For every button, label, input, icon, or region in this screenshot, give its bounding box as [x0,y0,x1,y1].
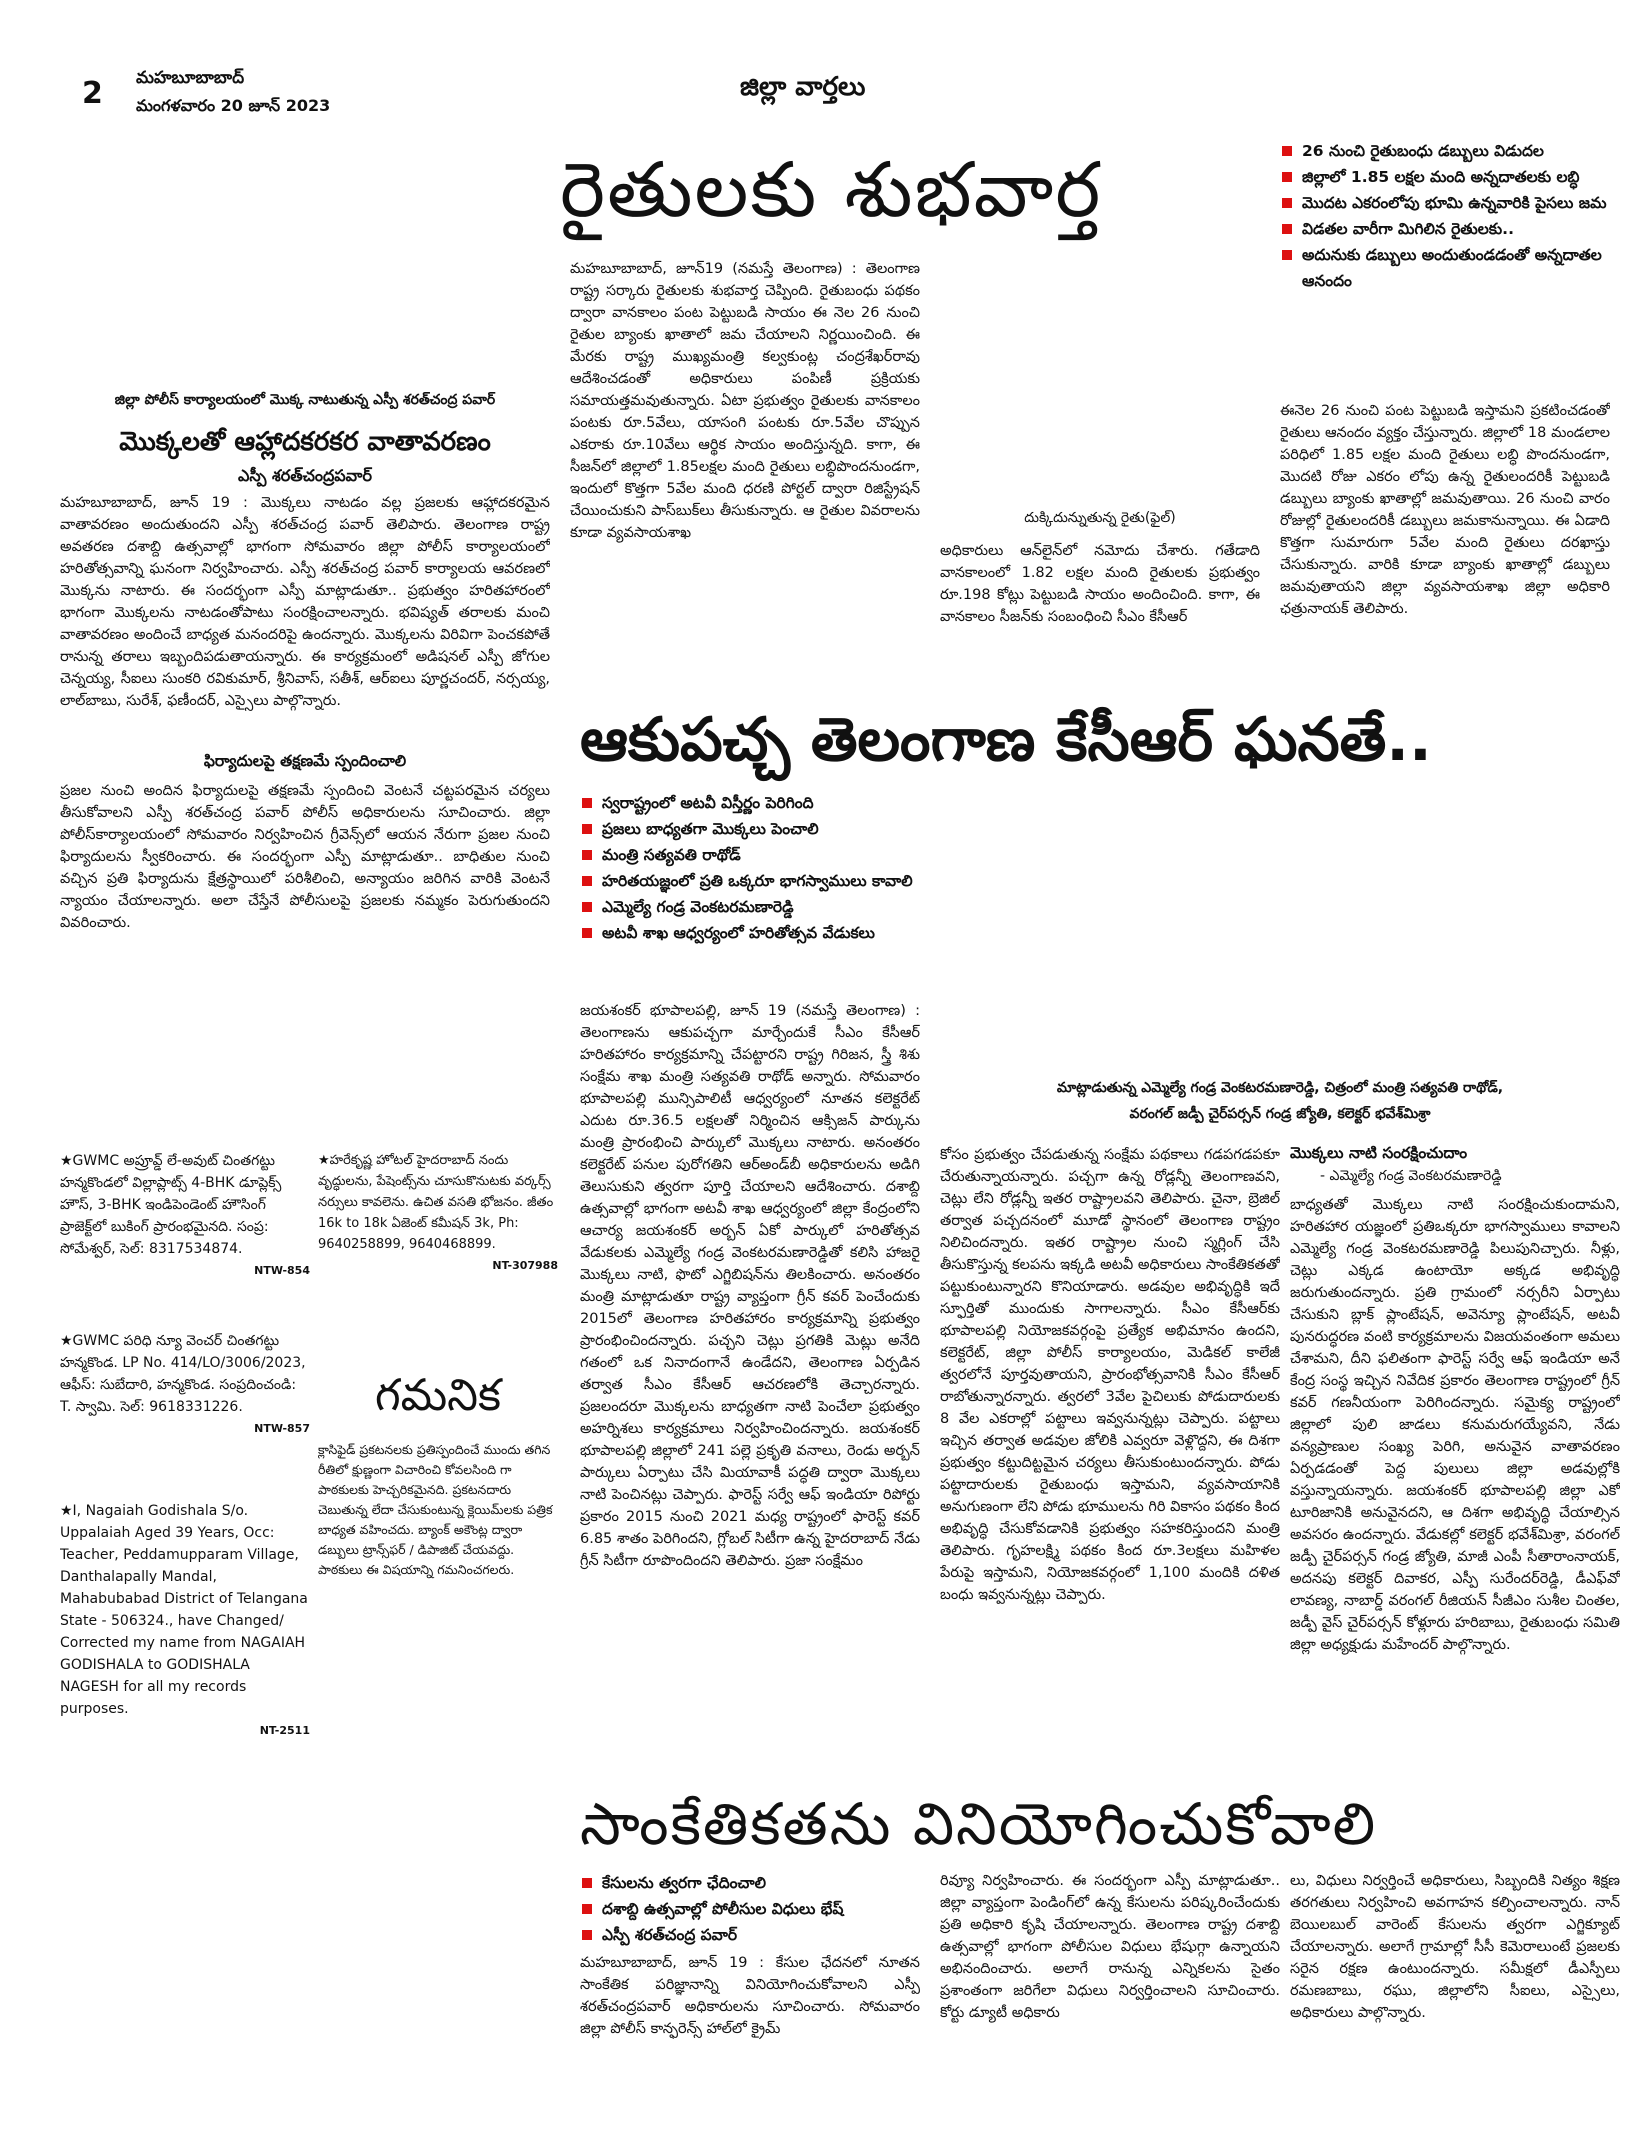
story4-bullet: దశాబ్ది ఉత్సవాల్లో పోలీసుల విధులు భేష్ [580,1896,920,1922]
classified-ad [60,1150,310,1310]
classified-text: ★GWMC అప్రూవ్డ్ లే-అవుట్ చింతగట్టు హన్మకొండలో విల్లాప్లాట్స్ 4-BHK డూప్లెక్స్ హౌస్, 3-BHK ఇండిపెండెంట్ హౌసింగ్ ప్రాజెక్ట్‌లో బుకింగ్ ప్రారంభమైనది. సంప్ర: సోమేశ్వర్, సెల్: 8317534874. [60,1153,282,1257]
story3-photo-caption-2: వరంగల్ జడ్పీ చైర్‌పర్సన్ గండ్ర జ్యోతి, కలెక్టర్ భవేశ్‌మిశ్రా [1129,1106,1431,1122]
story2-photo-caption: జిల్లా పోలీస్ కార్యాలయంలో మొక్క నాటుతున్న ఎస్పీ శరత్‌చంద్ర పవార్ [114,392,496,408]
story3-bullet: హరితయజ్ఞంలో ప్రతి ఒక్కరూ భాగస్వాములు కావాలి [580,868,940,894]
story4-body-2: రివ్యూ నిర్వహించారు. ఈ సందర్భంగా ఎస్పీ మాట్లాడుతూ.. జిల్లా వ్యాప్తంగా పెండింగ్‌లో ఉన్న కేసులను పరిష్కరించేందుకు ప్రతి అధికారి కృషి చేయాలన్నారు. తెలంగాణ రాష్ట్ర దశాబ్ది ఉత్సవాల్లో భాగంగా పోలీసుల విధులు భేషుగ్గా ఉన్నాయని అభినందించారు. అలాగే రానున్న ఎన్నికలను సైతం ప్రశాంతంగా జరిగేలా విధులు నిర్వర్తించాలని సూచించారు. కోర్టు డ్యూటీ అధికారు [940,1873,1280,2021]
classified-code: NTW-854 [254,1264,310,1277]
story3-subhead-by: - ఎమ్మెల్యే గండ్ర వెంకటరమణారెడ్డి [1320,1168,1502,1184]
story3-bullet: ఎమ్మెల్యే గండ్ర వెంకటరమణారెడ్డి [580,894,940,920]
story1-bullet: మొదట ఎకరంలోపు భూమి ఉన్నవారికి పైసలు జమ [1280,190,1610,216]
story4-bullet: ఎస్పీ శరత్‌చంద్ర పవార్ [580,1922,920,1948]
story3-body-3: బాధ్యతతో మొక్కలు నాటి సంరక్షించుకుందామని, హరితహార యజ్ఞంలో ప్రతిఒక్కరూ భాగస్వాములు కావాలని ఎమ్మెల్యే గండ్ర వెంకటరమణారెడ్డి పిలుపునిచ్చారు. నీళ్లు, చెట్లు ఎక్కడ ఉంటాయో అక్కడ అభివృద్ధి జరుగుతుందన్నారు. ప్రతి గ్రామంలో నర్సరీని ఏర్పాటు చేసుకుని బ్లాక్ ప్లాంటేషన్, అవెన్యూ ప్లాంటేషన్, అటవీ పునరుద్ధరణ వంటి కార్యక్రమాలను విజయవంతంగా అమలు చేశామని, దీని ఫలితంగా ఫారెస్ట్ సర్వే ఆఫ్ ఇండియా అనే కేంద్ర సంస్థ ఇచ్చిన నివేదిక ప్రకారం తెలంగాణ రాష్ట్రంలో గ్రీన్ కవర్ గణనీయంగా పెరిగిందన్నారు. సమైక్య రాష్ట్రంలో జిల్లాలో పులి జాడలు కనుమరుగయ్యేవని, నేడు వన్యప్రాణుల సంఖ్య పెరిగి, అనువైన వాతావరణం ఏర్పడడంతో పెద్ద పులులు జిల్లా అడవుల్లోకి వస్తున్నాయన్నారు. జయశంకర్ భూపాలపల్లి జిల్లా ఎకో టూరిజానికి అనువైనదని, ఆ దిశగా అభివృద్ధి చేయాల్సిన అవసరం ఉందన్నారు. వేడుకల్లో కలెక్టర్ భవేశ్‌మిశ్రా, వరంగల్ జడ్పీ చైర్‌పర్సన్ గండ్ర జ్యోతి, మాజీ ఎంపీ సీతారాంనాయక్, అదనపు కలెక్టర్ దివాకర, ఎస్పీ సురేందర్‌రెడ్డి, డీఎఫ్‌వో లావణ్య, నాబార్డ్ వరంగల్ రీజియన్ సీజీఎం సుశీల చింతల, జడ్పీ వైస్ చైర్‌పర్సన్ కోళ్లూరు హరిబాబు, రైతుబంధు సమితి జిల్లా అధ్యక్షుడు మహేందర్ పాల్గొన్నారు. [1290,1197,1620,1653]
story3-bullet: స్వరాష్ట్రంలో అటవీ విస్తీర్ణం పెరిగింది [580,790,940,816]
masthead-date: మంగళవారం 20 జూన్ 2023 [136,96,331,115]
masthead-place: మహబూబాబాద్ [136,68,245,88]
story3-bullets [580,790,940,946]
page-number: 2 [82,76,103,111]
story1-headline: రైతులకు శుభవార్త [560,145,1103,234]
story4-bullets [580,1870,920,1948]
story4-body-3: లు, విధులు నిర్వర్తించే అధికారులు, సిబ్బందికి నిత్యం శిక్షణ తరగతులు నిర్వహించి అవగాహన కల్పించాలన్నారు. నాన్ బెయిలబుల్ వారెంట్ కేసులను త్వరగా ఎగ్జిక్యూట్ చేయాలన్నారు. అలాగే గ్రామాల్లో సీసీ కెమెరాలుంటే ప్రజలకు సరైన రక్షణ ఉంటుందన్నారు. సమీక్షలో డీఎస్పీలు రమణబాబు, రఘు, జిల్లాలోని సీఐలు, ఎస్సైలు, అధికారులు పాల్గొన్నారు. [1290,1873,1620,2021]
story1-bullet: విడతల వారీగా మిగిలిన రైతులకు.. [1280,216,1610,242]
story3-photo-caption-1: మాట్లాడుతున్న ఎమ్మెల్యే గండ్ర వెంకటరమణారెడ్డి, చిత్రంలో మంత్రి సత్యవతి రాథోడ్, [1056,1080,1504,1096]
story3-headline: ఆకుపచ్చ తెలంగాణ కేసీఆర్ ఘనతే.. [580,705,1432,775]
story1-bullets [1280,138,1610,294]
story3-bullet: మంత్రి సత్యవతి రాథోడ్ [580,842,940,868]
notice-title: గమనిక [374,1370,502,1421]
story1-bullet: జిల్లాలో 1.85 లక్షల మంది అన్నదాతలకు లబ్ధి [1280,164,1610,190]
story4-headline: సాంకేతికతను వినియోగించుకోవాలి [580,1790,1378,1858]
story3-body-2: కోసం ప్రభుత్వం చేపడుతున్న సంక్షేమ పథకాలు గడపగడపకూ చేరుతున్నాయన్నారు. పచ్చగా ఉన్న రోడ్లన్నీ తెలంగాణవని, చెట్లు లేని రోడ్లన్నీ ఇతర రాష్ట్రాలవని తెలిపారు. చైనా, బ్రెజిల్ తర్వాత పచ్చదనంలో మూడో స్థానంలో తెలంగాణ రాష్ట్రం నిలిచిందన్నారు. ఇతర రాష్ట్రాల నుంచి స్మగ్లింగ్ చేసి తీసుకొస్తున్న కలపను ఇక్కడి అటవీ అధికారులు సాంకేతికతతో పట్టుకుంటున్నారని కొనియాడారు. అడవుల అభివృద్ధికి ఇదే స్ఫూర్తితో ముందుకు సాగాలన్నారు. సీఎం కేసీఆర్‌కు భూపాలపల్లి నియోజకవర్గంపై ప్రత్యేక అభిమానం ఉందని, కలెక్టరేట్, జిల్లా పోలీస్ కార్యాలయం, మెడికల్ కాలేజీ త్వరలోనే పూర్తవుతాయని, ప్రారంభోత్సవానికి సీఎం కేసీఆర్ రాబోతున్నారన్నారు. త్వరలో 3వేల పైచిలుకు పోడుదారులకు 8 వేల ఎకరాల్లో పట్టాలు ఇవ్వనున్నట్లు చెప్పారు. పట్టాలు ఇచ్చిన తర్వాత అడవుల జోలికి ఎవ్వరూ వెళ్లొద్దని, ఈ దిశగా ప్రభుత్వం కట్టుదిట్టమైన చర్యలు తీసుకుంటుందన్నారు. పోడు పట్టాదారులకు రైతుబంధు ఇస్తామని, వ్యవసాయానికి అనుగుణంగా లేని పోడు భూములను గిరి వికాసం పథకం కింద అభివృద్ధి చేసుకోవడానికి ప్రభుత్వం సహకరిస్తుందని మంత్రి తెలిపారు. గృహలక్ష్మి పథకం కింద రూ.3లక్షలు మహిళల పేరుపై ఇస్తామని, నియోజకవర్గంలో 1,100 మందికి దళిత బంధు ఇవ్వనున్నట్లు చెప్పారు. [940,1147,1280,1603]
story2-body-2: ప్రజల నుంచి అందిన ఫిర్యాదులపై తక్షణమే స్పందించి వెంటనే చట్టపరమైన చర్యలు తీసుకోవాలని ఎస్పీ శరత్‌చంద్ర పవార్ పోలీస్ అధికారులను సూచించారు. జిల్లా పోలీస్‌కార్యాలయంలో సోమవారం నిర్వహించిన గ్రీవెన్స్‌లో ఆయన నేరుగా ప్రజల నుంచి ఫిర్యాదులను స్వీకరించారు. ఈ సందర్భంగా ఎస్పీ మాట్లాడుతూ.. బాధితుల నుంచి వచ్చిన ప్రతి ఫిర్యాదును క్షేత్రస్థాయిలో పరిశీలించి, అన్యాయం జరిగిన వారికి వెంటనే న్యాయం చేయాలన్నారు. అలా చేస్తేనే పోలీసులపై ప్రజలకు నమ్మకం పెరుగుతుందని వివరించారు. [60,783,550,931]
story2-byline: ఎస్పీ శరత్‌చంద్రపవార్ [238,466,372,485]
classified-code: NT-307988 [492,1259,558,1272]
story1-photo-caption: దుక్కిదున్నుతున్న రైతు(ఫైల్) [1024,510,1176,526]
story3-bullet: అటవీ శాఖ ఆధ్వర్యంలో హరితోత్సవ వేడుకలు [580,920,940,946]
classified-ad [60,1500,310,1750]
section-title: జిల్లా వార్తలు [740,72,866,102]
classified-text: ★I, Nagaiah Godishala S/o. Uppalaiah Aged 39 Years, Occ: Teacher, Peddamupparam Village, Danthalapally Mandal, Mahabubabad District of Telangana State - 506324., have Changed/ Corrected my name from NAGAIAH GODISHALA to GODISHALA NAGESH for all my records purposes. [60,1503,308,1717]
story4-bullet: కేసులను త్వరగా ఛేదించాలి [580,1870,920,1896]
classified-ad [60,1330,310,1480]
story1-body-3: ఈనెల 26 నుంచి పంట పెట్టుబడి ఇస్తామని ప్రకటించడంతో రైతులు ఆనందం వ్యక్తం చేస్తున్నారు. జిల్లాలో 18 మండలాల పరిధిలో 1.85 లక్షల మంది రైతులు లబ్ధి పొందనుండగా, మొదటి రోజు ఎకరం లోపు ఉన్న రైతులందరికీ పెట్టుబడి డబ్బులు బ్యాంకు ఖాతాల్లో జమవుతాయి. 26 నుంచి వారం రోజుల్లో రైతులందరికీ డబ్బులు జమకానున్నాయి. ఈ ఏడాది కొత్తగా సుమారుగా 5వేల మంది రైతులు దరఖాస్తు చేసుకున్నారు. వారికి కూడా బ్యాంకు ఖాతాల్లో డబ్బులు జమవుతాయని జిల్లా వ్యవసాయశాఖ జిల్లా అధికారి ఛత్రునాయక్ తెలిపారు. [1280,403,1610,617]
classified-text: ★GWMC పరిధి న్యూ వెంచర్ చింతగట్టు హన్మకొండ. LP No. 414/LO/3006/2023, ఆఫీస్: సుబేదారి, హన్మకొండ. సంప్రదించండి: T. స్వామి. సెల్: 9618331226. [60,1333,306,1415]
classified-code: NTW-857 [254,1422,310,1435]
classified-text: ★హరేకృష్ణ హోటల్ హైదరాబాద్ నందు వృద్ధులను, పేషెంట్స్‌ను చూసుకొనుటకు వర్కర్స్ నర్సులు కావలెను. ఉచిత వసతి భోజనం. జీతం 16k to 18k ఏజెంట్ కమీషన్ 3k, Ph: 9640258899, 9640468899. [318,1153,554,1252]
story1-bullet: 26 నుంచి రైతుబంధు డబ్బులు విడుదల [1280,138,1610,164]
story2-headline: మొక్కలతో ఆహ్లాదకరకర వాతావరణం [119,427,491,457]
story3-subhead: మొక్కలు నాటి సంరక్షించుదాం [1290,1144,1468,1162]
story4-body-1: మహబూబాబాద్, జూన్ 19 : కేసుల ఛేదనలో నూతన సాంకేతిక పరిజ్ఞానాన్ని వినియోగించుకోవాలని ఎస్పీ శరత్‌చంద్రపవార్ అధికారులను సూచించారు. సోమవారం జిల్లా పోలీస్ కాన్ఫరెన్స్ హాల్‌లో క్రైమ్ [580,1955,920,2037]
classified-code: NT-2511 [259,1724,310,1737]
story1-body-1: మహబూబాబాద్, జూన్19 (నమస్తే తెలంగాణ) : తెలంగాణ రాష్ట్ర సర్కారు రైతులకు శుభవార్త చెప్పింది. రైతుబంధు పథకం ద్వారా వానకాలం పంట పెట్టుబడి సాయం ఈ నెల 26 నుంచి రైతుల బ్యాంకు ఖాతాలో జమ చేయాలని నిర్ణయించింది. ఈ మేరకు రాష్ట్ర ముఖ్యమంత్రి కల్వకుంట్ల చంద్రశేఖర్‌రావు ఆదేశించడంతో అధికారులు పంపిణీ ప్రక్రియకు సమాయత్తమవుతున్నారు. ఏటా ప్రభుత్వం రైతులకు వానకాలం పంటకు రూ.5వేలు, యాసంగి పంటకు రూ.5వేల చొప్పున ఎకరాకు రూ.10వేలు ఆర్థిక సాయం అందిస్తున్నది. కాగా, ఈ సీజన్‌లో జిల్లాలో 1.85లక్షల మంది రైతులు లబ్ధిపొందనుండగా, ఇందులో కొత్తగా 5వేల మంది ధరణి పోర్టల్ ద్వారా రిజిస్ట్రేషన్ చేయించుకుని పాస్‌బుక్‌లు తీసుకున్నారు. ఆ రైతుల వివరాలను కూడా వ్యవసాయశాఖ [570,261,920,541]
notice-text: క్లాసిఫైడ్ ప్రకటనలకు ప్రతిస్పందించే ముందు తగిన రీతిలో క్షుణ్ణంగా విచారించి కోవలసింది గా పాఠకులకు హెచ్చరికమైనది. ప్రకటనదారు చెబుతున్న లేదా చేసుకుంటున్న క్లెయిమ్‌లకు పత్రిక బాధ్యత వహించదు. బ్యాంక్ అకౌంట్ల ద్వారా డబ్బులు ట్రాన్స్‌ఫర్ / డిపాజిట్ చేయవద్దు. పాఠకులు ఈ విషయాన్ని గమనించగలరు. [318,1442,553,1577]
story1-bullet: అదునుకు డబ్బులు అందుతుండడంతో అన్నదాతల ఆనందం [1280,242,1610,294]
story2-subhead: ఫిర్యాదులపై తక్షణమే స్పందించాలి [203,752,407,770]
story3-bullet: ప్రజలు బాధ్యతగా మొక్కలు పెంచాలి [580,816,940,842]
story2-body-1: మహబూబాబాద్, జూన్ 19 : మొక్కలు నాటడం వల్ల ప్రజలకు ఆహ్లాదకరమైన వాతావరణం అందుతుందని ఎస్పీ శరత్‌చంద్ర పవార్ తెలిపారు. తెలంగాణ రాష్ట్ర అవతరణ దశాబ్ది ఉత్సవాల్లో భాగంగా సోమవారం జిల్లా పోలీస్ కార్యాలయంలో హరితోత్సవాన్ని ఘనంగా నిర్వహించారు. ఎస్పీ శరత్‌చంద్ర పవార్ కార్యాలయ ఆవరణలో మొక్కను నాటారు. ఈ సందర్భంగా ఎస్పీ మాట్లాడుతూ.. ప్రభుత్వం హరితహారంలో భాగంగా మొక్కలను నాటడంతోపాటు సంరక్షించాలన్నారు. భవిష్యత్ తరాలకు మంచి వాతావరణం అందించే బాధ్యత మనందరిపై ఉందన్నారు. మొక్కలను విరివిగా పెంచకపోతే రానున్న తరాలు ఇబ్బందిపడుతాయన్నారు. ఈ కార్యక్రమంలో అడిషనల్ ఎస్పీ జోగుల చెన్నయ్య, సీఐలు సుంకరి రవికుమార్, శ్రీనివాస్, సతీశ్, ఆర్‌ఐలు పూర్ణచందర్, నర్సయ్య, లాల్‌బాబు, సురేశ్, ఫణీందర్, ఎస్సైలు పాల్గొన్నారు. [60,495,550,709]
story1-body-2: అధికారులు ఆన్‌లైన్‌లో నమోదు చేశారు. గతేడాది వానకాలంలో 1.82 లక్షల మంది రైతులకు ప్రభుత్వం రూ.198 కోట్లు పెట్టుబడి సాయం అందించింది. కాగా, ఈ వానకాలం సీజన్‌కు సంబంధించి సీఎం కేసీఆర్ [940,543,1260,625]
classified-ad [318,1150,558,1350]
story3-body-1: జయశంకర్ భూపాలపల్లి, జూన్ 19 (నమస్తే తెలంగాణ) : తెలంగాణను ఆకుపచ్చగా మార్చేందుకే సీఎం కేసీఆర్ హరితహారం కార్యక్రమాన్ని చేపట్టారని రాష్ట్ర గిరిజన, స్త్రీ శిశు సంక్షేమ శాఖ మంత్రి సత్యవతి రాథోడ్ అన్నారు. సోమవారం భూపాలపల్లి మున్సిపాలిటీ ఆధ్వర్యంలో నూతన కలెక్టరేట్ ఎదుట రూ.36.5 లక్షలతో నిర్మించిన ఆక్సిజన్ పార్కును మంత్రి ప్రారంభించి పార్కులో మొక్కలు నాటారు. అనంతరం కలెక్టరేట్ పనుల పురోగతిని ఆర్‌అండ్‌బీ అధికారులను అడిగి తెలుసుకుని త్వరగా పూర్తి చేయాలని ఆదేశించారు. దశాబ్ది ఉత్సవాల్లో భాగంగా అటవీ శాఖ ఆధ్వర్యంలో జిల్లా కేంద్రంలోని ఆచార్య జయశంకర్ అర్బన్ ఏకో పార్కులో హరితోత్సవ వేడుకలకు ఎమ్మెల్యే గండ్ర వెంకటరమణారెడ్డితో కలిసి హాజరై మొక్కలు నాటి, ఫొటో ఎగ్జిబిషన్‌ను తిలకించారు. అనంతరం మంత్రి మాట్లాడుతూ రాష్ట్ర వ్యాప్తంగా గ్రీన్ కవర్ పెంచేందుకు 2015లో తెలంగాణ హరితహారం కార్యక్రమాన్ని ప్రభుత్వం ప్రారంభించిందన్నారు. పచ్చని చెట్లు ప్రగతికి మెట్లు అనేది గతంలో ఒక నినాదంగానే ఉండేదని, తెలంగాణ ఏర్పడిన తర్వాత సీఎం కేసీఆర్ ఆచరణలోకి తెచ్చారన్నారు. ప్రజలందరూ మొక్కలను బాధ్యతగా నాటి పెంచేలా ప్రభుత్వం అహర్నిశలు కార్యక్రమాలు నిర్వహించిందన్నారు. జయశంకర్ భూపాలపల్లి జిల్లాలో 241 పల్లె ప్రకృతి వనాలు, రెండు అర్బన్ పార్కులు ఏర్పాటు చేసి మియావాకీ పద్ధతి ద్వారా మొక్కలు నాటి పెంచినట్లు చెప్పారు. ఫారెస్ట్ సర్వే ఆఫ్ ఇండియా రిపోర్టు ప్రకారం 2015 నుంచి 2021 మధ్య రాష్ట్రంలో ఫారెస్ట్ కవర్ 6.85 శాతం పెరిగిందని, గ్లోబల్ సిటీగా ఉన్న హైదరాబాద్ నేడు గ్రీన్ సిటీగా రూపొందిందని తెలిపారు. ప్రజా సంక్షేమం [580,1003,920,1569]
